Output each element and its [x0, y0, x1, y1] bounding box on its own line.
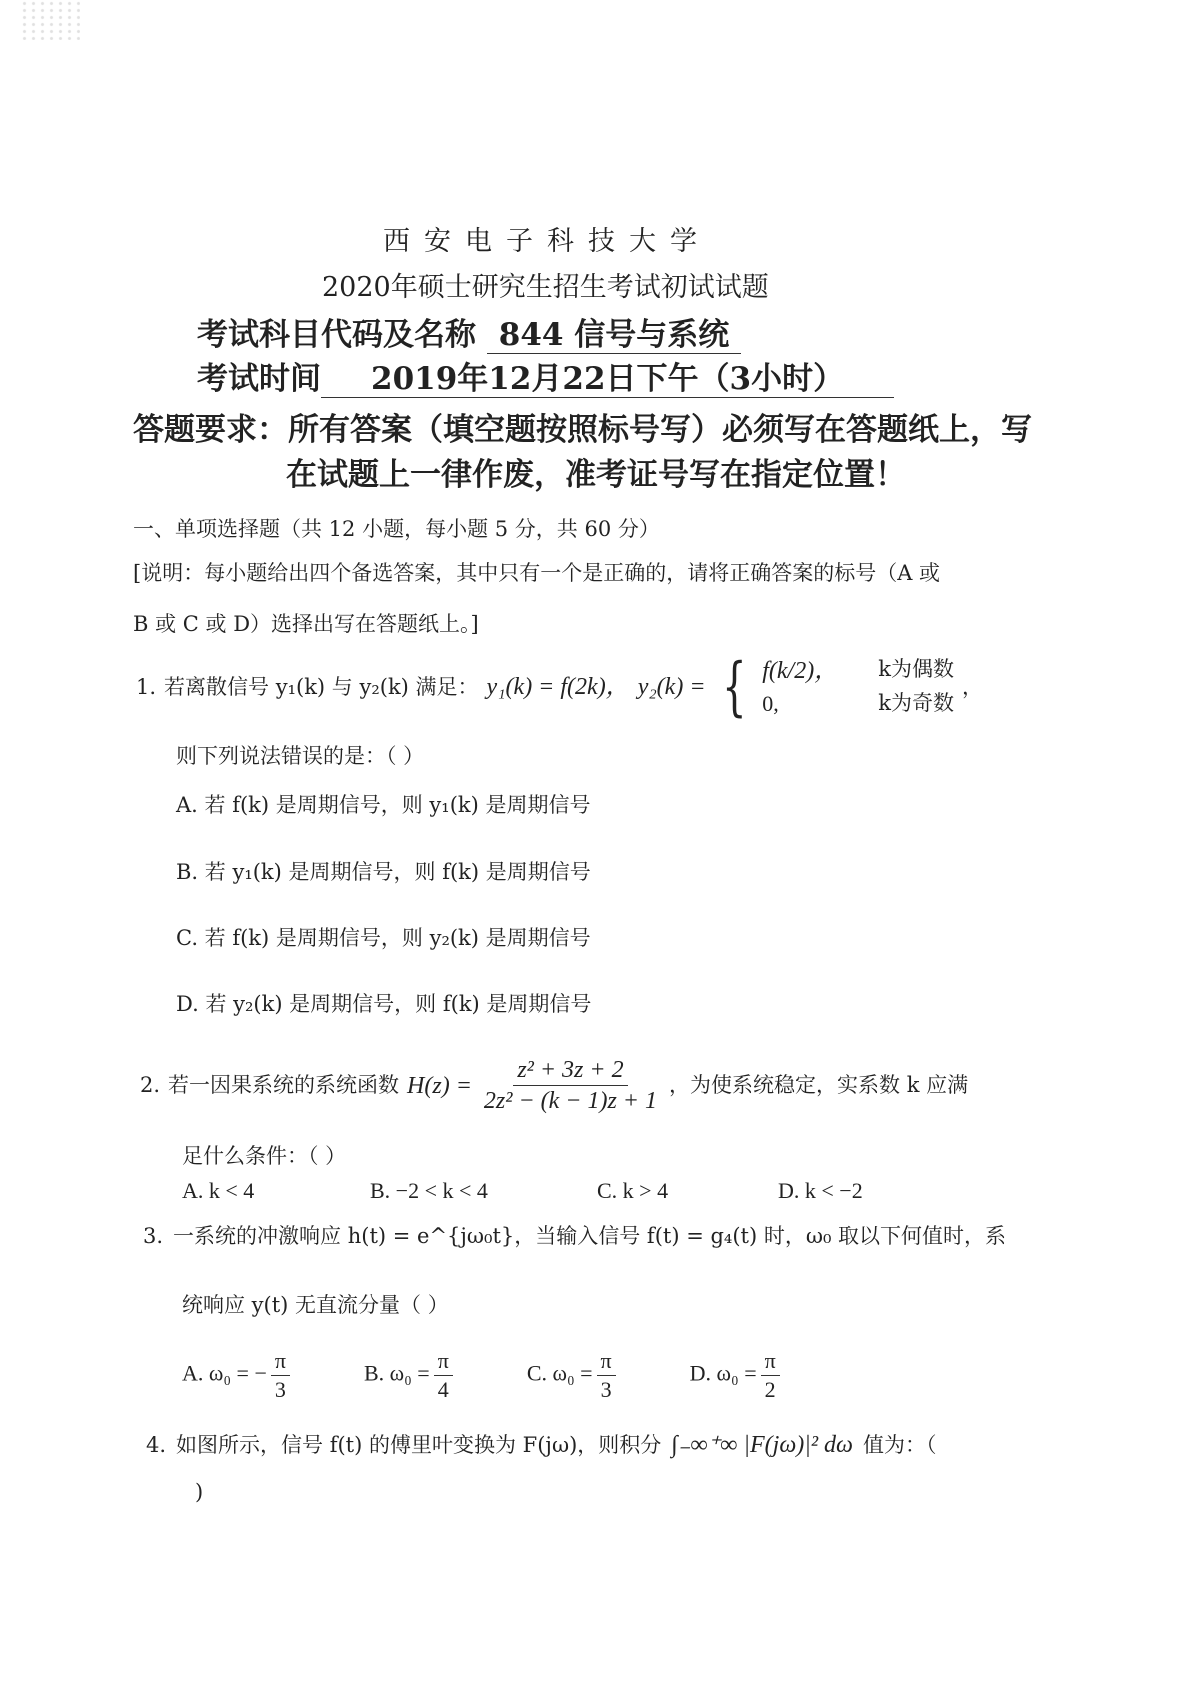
- q3-text: 一系统的冲激响应 h(t) = e^{jω₀t}，当输入信号 f(t) = g₄(t) 时，ω₀ 取以下何值时，系: [173, 1224, 1007, 1248]
- brace-icon: {: [721, 650, 747, 724]
- q1-text: 若离散信号 y₁(k) 与 y₂(k) 满足：: [164, 674, 479, 699]
- requirement-line-2: 在试题上一律作废，准考证号写在指定位置！: [286, 457, 906, 493]
- time-label: 考试时间: [197, 361, 321, 397]
- option-label: C. ω₀ =: [526, 1360, 593, 1386]
- option-num: π: [434, 1350, 453, 1376]
- q4-number: 4.: [146, 1432, 167, 1457]
- question-4: [146, 1433, 937, 1457]
- section-title: 一、单项选择题（共 12 小题，每小题 5 分，共 60 分）: [133, 517, 660, 541]
- option-den: 3: [600, 1377, 612, 1402]
- option-label: D. ω₀ =: [689, 1360, 757, 1386]
- q1-number: 1.: [136, 674, 157, 699]
- option-num: π: [597, 1350, 616, 1376]
- option-label: A. ω₀ = −: [182, 1360, 267, 1386]
- q2-option-d: D. k < −2: [778, 1178, 863, 1203]
- q1-tail: ，: [961, 674, 983, 699]
- q1-eq2: y₂(k) =: [637, 674, 706, 700]
- q1-option-b: B. 若 y₁(k) 是周期信号，则 f(k) 是周期信号: [176, 860, 591, 884]
- requirement-line-1: 答题要求：所有答案（填空题按照标号写）必须写在答题纸上，写: [133, 412, 1032, 448]
- q3-option-a: [182, 1350, 294, 1401]
- q2-option-c: C. k > 4: [597, 1178, 669, 1203]
- q1-option-c: C. 若 f(k) 是周期信号，则 y₂(k) 是周期信号: [176, 926, 591, 950]
- q2-option-a: A. k < 4: [182, 1178, 255, 1203]
- q4-text: 如图所示，信号 f(t) 的傅里叶变换为 F(jω)，则积分: [176, 1432, 662, 1457]
- scan-speckle: [20, 0, 80, 40]
- q2-option-b: B. −2 < k < 4: [370, 1178, 488, 1203]
- option-den: 2: [764, 1377, 776, 1402]
- q2-tail: ，为使系统稳定，实系数 k 应满: [669, 1073, 969, 1097]
- case-1-value: f(k/2)，: [762, 658, 839, 684]
- option-num: π: [761, 1350, 780, 1376]
- subject-line: [197, 317, 741, 353]
- case-2-value: 0,: [762, 691, 779, 716]
- option-den: 4: [437, 1377, 449, 1402]
- q4-integral: ∫₋∞⁺∞ |F(jω)|² dω: [671, 1432, 853, 1458]
- q2-prompt: 足什么条件：（ ）: [182, 1144, 347, 1168]
- question-1: [136, 650, 983, 724]
- option-den: 3: [274, 1377, 286, 1402]
- q1-prompt: 则下列说法错误的是：（ ）: [176, 744, 425, 768]
- q4-tail: 值为：（: [863, 1432, 937, 1457]
- q2-denominator: 2z² − (k − 1)z + 1: [483, 1088, 658, 1114]
- q1-option-d: D. 若 y₂(k) 是周期信号，则 f(k) 是周期信号: [176, 992, 592, 1016]
- section-note-1: [说明：每小题给出四个备选答案，其中只有一个是正确的，请将正确答案的标号（A 或: [133, 561, 941, 585]
- q1-cases: [762, 659, 954, 715]
- q3-option-d: [690, 1350, 784, 1401]
- school-name: 西安电子科技大学: [383, 226, 711, 257]
- subject-value: 844 信号与系统: [487, 317, 742, 354]
- option-label: B. ω₀ =: [363, 1360, 430, 1386]
- case-2-cond: k为奇数: [878, 691, 954, 715]
- q2-numerator: z² + 3z + 2: [513, 1058, 627, 1086]
- q3-prompt: 统响应 y(t) 无直流分量（ ）: [182, 1293, 449, 1317]
- question-3: [143, 1226, 1006, 1247]
- q2-text: 若一因果系统的系统函数: [168, 1073, 400, 1097]
- option-num: π: [271, 1350, 290, 1376]
- q1-eq1: y₁(k) = f(2k)，: [486, 674, 630, 700]
- q2-fraction: [484, 1058, 657, 1113]
- subject-label: 考试科目代码及名称: [197, 317, 476, 353]
- time-line: [197, 361, 894, 397]
- q3-number: 3.: [143, 1224, 164, 1248]
- q2-h: H(z) =: [407, 1072, 472, 1099]
- section-note-2: B 或 C 或 D）选择出写在答题纸上。]: [133, 612, 479, 636]
- q2-number: 2.: [140, 1073, 161, 1097]
- q3-option-b: [364, 1350, 457, 1401]
- q3-options: [182, 1350, 784, 1401]
- question-2: [140, 1058, 968, 1113]
- q4-close-paren: ): [195, 1480, 204, 1504]
- time-value: 2019年12月22日下午（3小时）: [321, 361, 894, 398]
- exam-title: 2020年硕士研究生招生考试初试试题: [322, 272, 769, 303]
- case-1-cond: k为偶数: [878, 657, 954, 681]
- q3-option-c: [527, 1350, 620, 1401]
- q1-option-a: A. 若 f(k) 是周期信号，则 y₁(k) 是周期信号: [176, 793, 591, 817]
